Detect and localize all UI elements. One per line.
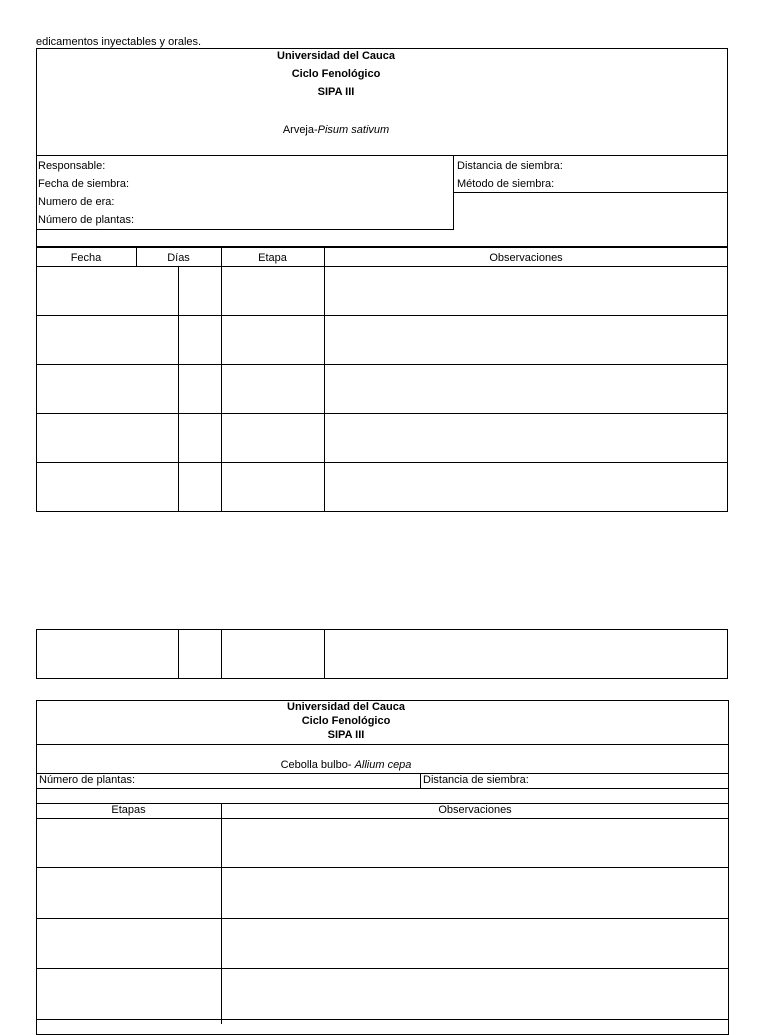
table-row	[36, 1019, 729, 1020]
table-row	[36, 364, 728, 365]
divider	[36, 773, 729, 774]
field-metodo-siembra: Método de siembra:	[457, 178, 555, 190]
form1-program: SIPA III	[317, 86, 355, 98]
form2-crop	[36, 759, 656, 772]
divider	[178, 266, 179, 512]
field-numero-plantas: Número de plantas:	[38, 214, 134, 226]
divider	[324, 629, 325, 679]
divider	[221, 629, 222, 679]
field-distancia-siembra: Distancia de siembra:	[457, 160, 563, 172]
field-distancia-siembra: Distancia de siembra:	[423, 774, 529, 786]
table-row	[36, 629, 728, 679]
table-row	[36, 918, 729, 919]
table-row	[36, 867, 729, 868]
table-row	[36, 462, 728, 463]
divider	[36, 788, 729, 789]
form1-rows	[36, 266, 728, 512]
top-text: edicamentos inyectables y orales.	[36, 36, 202, 48]
field-numero-era: Numero de era:	[38, 196, 115, 208]
divider	[453, 192, 728, 193]
divider	[324, 266, 325, 512]
divider	[36, 229, 453, 230]
divider	[221, 803, 222, 1024]
form2-crop-common: Cebolla bulbo-	[280, 759, 355, 771]
field-fecha-siembra: Fecha de siembra:	[38, 178, 130, 190]
divider	[178, 629, 179, 679]
form2-crop-scientific: Allium cepa	[354, 759, 412, 771]
column-header-etapas: Etapas	[111, 804, 146, 816]
column-header-observaciones: Observaciones	[438, 804, 512, 816]
table-row	[36, 413, 728, 414]
form2-university: Universidad del Cauca	[287, 701, 405, 713]
divider	[36, 155, 728, 156]
form1-university: Universidad del Cauca	[277, 50, 395, 62]
form2-program: SIPA III	[327, 729, 365, 741]
table-row	[36, 315, 728, 316]
divider	[221, 266, 222, 512]
form2-cycle: Ciclo Fenológico	[301, 715, 391, 727]
column-header-etapa: Etapa	[258, 252, 287, 264]
divider	[36, 744, 729, 745]
table-row	[36, 818, 729, 819]
table-row	[36, 968, 729, 969]
column-header-dias: Días	[167, 252, 190, 264]
divider	[420, 773, 421, 788]
form1-crop-scientific: Pisum sativum	[317, 124, 390, 136]
form1-crop-common: Arveja-	[282, 124, 318, 136]
form1-cycle: Ciclo Fenológico	[291, 68, 381, 80]
column-header-observaciones: Observaciones	[489, 252, 563, 264]
field-numero-plantas: Número de plantas:	[39, 774, 135, 786]
form1-crop	[36, 124, 636, 137]
field-responsable: Responsable:	[38, 160, 106, 172]
column-header-fecha: Fecha	[70, 252, 102, 264]
